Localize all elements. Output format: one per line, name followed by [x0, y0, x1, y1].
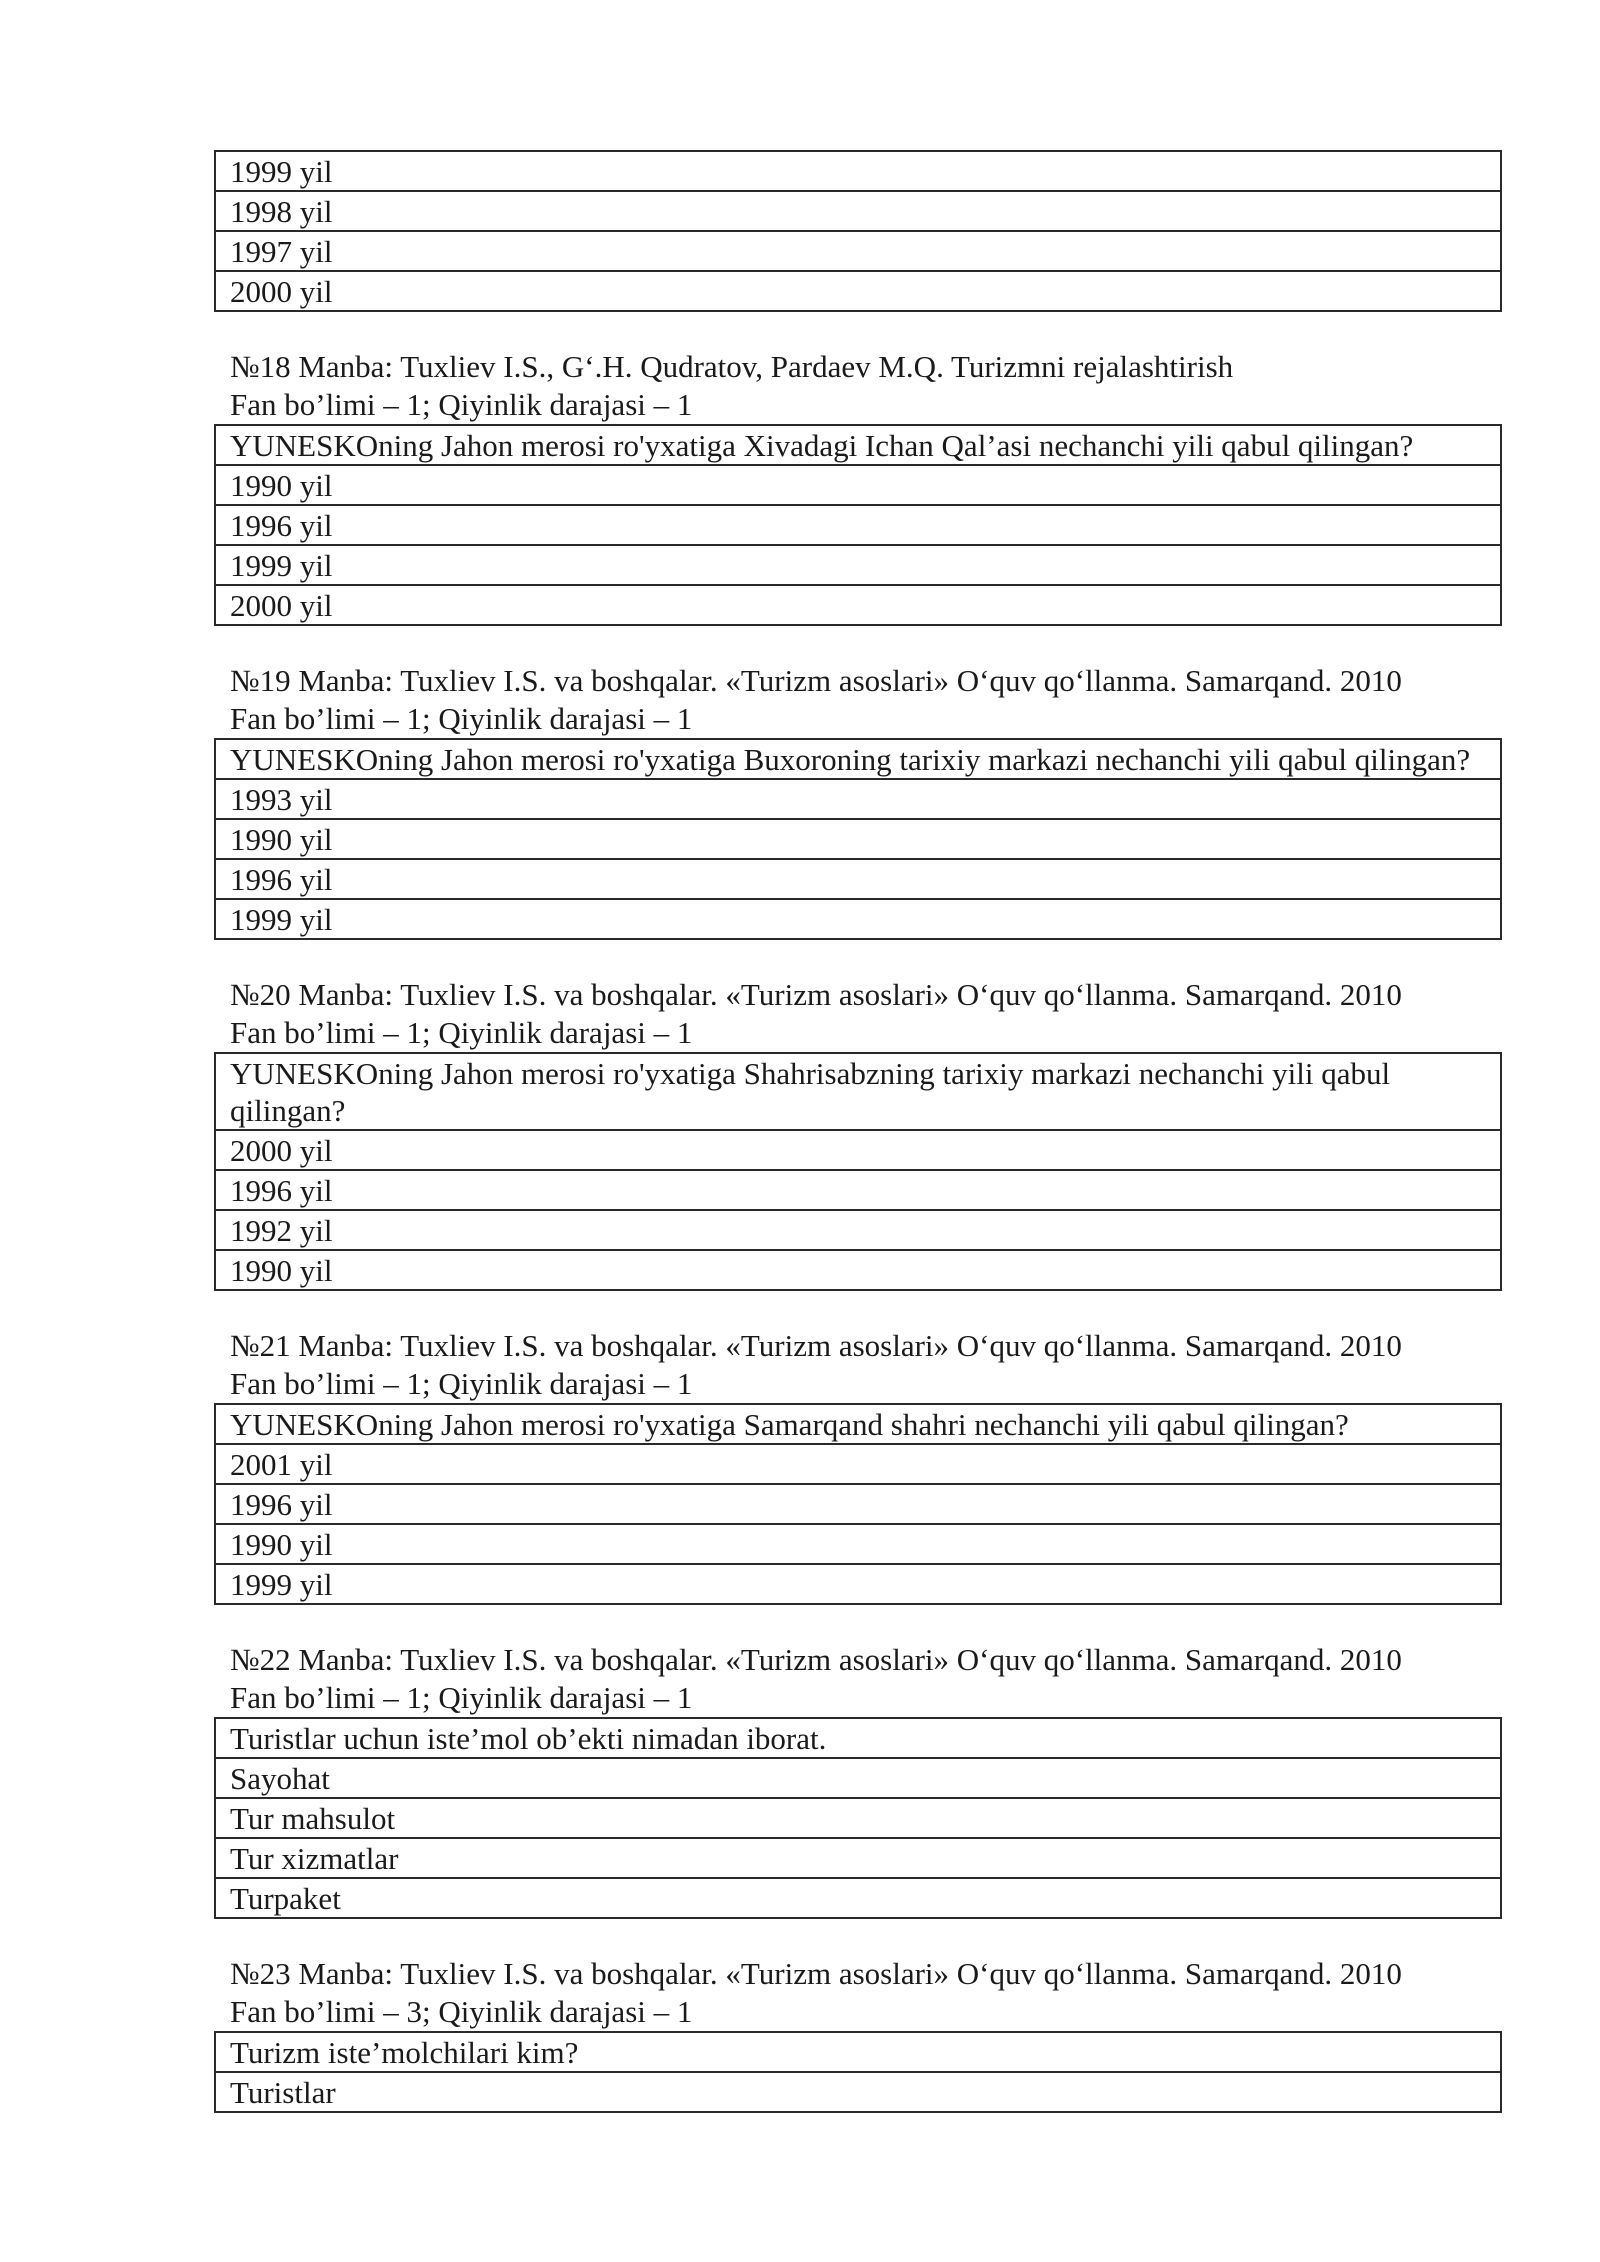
- question-text: YUNESKOning Jahon merosi ro'yxatiga Xivadagi Ichan Qal’asi nechanchi yili qabul qilingan?: [215, 425, 1501, 465]
- question-text: YUNESKOning Jahon merosi ro'yxatiga Buxoroning tarixiy markazi nechanchi yili qabul qilingan?: [215, 739, 1501, 779]
- question-row: [215, 425, 1501, 465]
- question-text: Turistlar uchun iste’mol ob’ekti nimadan iborat.: [215, 1718, 1501, 1758]
- option-cell: 2000 yil: [215, 1130, 1501, 1170]
- option-row: [215, 1838, 1501, 1878]
- option-cell: 1998 yil: [215, 191, 1501, 231]
- option-row: [215, 899, 1501, 939]
- option-row: [215, 151, 1501, 191]
- question-table: [214, 1052, 1502, 1291]
- option-cell: 1999 yil: [215, 1564, 1501, 1604]
- question-header: [214, 1327, 1502, 1403]
- option-row: [215, 1484, 1501, 1524]
- answer-table-continued: [214, 150, 1502, 312]
- question-meta: Fan bo’limi – 1; Qiyinlik darajasi – 1: [230, 1680, 693, 1715]
- question-block-21: [214, 1327, 1502, 1605]
- option-cell: 1999 yil: [215, 151, 1501, 191]
- option-cell: 1996 yil: [215, 1484, 1501, 1524]
- option-row: [215, 1878, 1501, 1918]
- options-table: [214, 150, 1502, 312]
- document-page: [214, 150, 1502, 2113]
- question-table: [214, 2031, 1502, 2113]
- question-row: [215, 1718, 1501, 1758]
- option-cell: 1996 yil: [215, 1170, 1501, 1210]
- question-source: №19 Manba: Tuxliev I.S. va boshqalar. «Turizm asoslari» O‘quv qo‘llanma. Samarqand. 2010: [230, 663, 1402, 698]
- question-source: №23 Manba: Tuxliev I.S. va boshqalar. «Turizm asoslari» O‘quv qo‘llanma. Samarqand. 2010: [230, 1956, 1402, 1991]
- option-cell: 1992 yil: [215, 1210, 1501, 1250]
- option-cell: 1990 yil: [215, 465, 1501, 505]
- question-meta: Fan bo’limi – 1; Qiyinlik darajasi – 1: [230, 701, 693, 736]
- question-block-18: [214, 348, 1502, 626]
- option-row: [215, 1564, 1501, 1604]
- option-cell: Turpaket: [215, 1878, 1501, 1918]
- question-header: [214, 976, 1502, 1052]
- option-cell: Turistlar: [215, 2072, 1501, 2112]
- question-block-19: [214, 662, 1502, 940]
- option-row: [215, 465, 1501, 505]
- question-table: [214, 738, 1502, 940]
- option-cell: 1990 yil: [215, 1250, 1501, 1290]
- option-row: [215, 231, 1501, 271]
- option-cell: 1996 yil: [215, 859, 1501, 899]
- option-row: [215, 1758, 1501, 1798]
- question-table: [214, 1403, 1502, 1605]
- option-row: [215, 779, 1501, 819]
- question-header: [214, 1955, 1502, 2031]
- question-table: [214, 1717, 1502, 1919]
- question-source: №21 Manba: Tuxliev I.S. va boshqalar. «Turizm asoslari» O‘quv qo‘llanma. Samarqand. 2010: [230, 1328, 1402, 1363]
- option-row: [215, 859, 1501, 899]
- option-cell: 1996 yil: [215, 505, 1501, 545]
- option-row: [215, 1170, 1501, 1210]
- question-header: [214, 1641, 1502, 1717]
- option-row: [215, 2072, 1501, 2112]
- option-cell: 1997 yil: [215, 231, 1501, 271]
- option-cell: 2000 yil: [215, 585, 1501, 625]
- option-row: [215, 505, 1501, 545]
- question-source: №20 Manba: Tuxliev I.S. va boshqalar. «Turizm asoslari» O‘quv qo‘llanma. Samarqand. 2010: [230, 977, 1402, 1012]
- question-header: [214, 348, 1502, 424]
- option-row: [215, 1798, 1501, 1838]
- question-meta: Fan bo’limi – 3; Qiyinlik darajasi – 1: [230, 1994, 693, 2029]
- question-source: №18 Manba: Tuxliev I.S., G‘.H. Qudratov, Pardaev M.Q. Turizmni rejalashtirish: [230, 349, 1234, 384]
- option-row: [215, 1130, 1501, 1170]
- question-block-23: [214, 1955, 1502, 2113]
- option-cell: 1993 yil: [215, 779, 1501, 819]
- question-meta: Fan bo’limi – 1; Qiyinlik darajasi – 1: [230, 387, 693, 422]
- option-row: [215, 1524, 1501, 1564]
- option-cell: 2000 yil: [215, 271, 1501, 311]
- option-cell: 1999 yil: [215, 545, 1501, 585]
- option-row: [215, 271, 1501, 311]
- option-row: [215, 1210, 1501, 1250]
- option-cell: Tur mahsulot: [215, 1798, 1501, 1838]
- question-header: [214, 662, 1502, 738]
- option-row: [215, 191, 1501, 231]
- option-cell: 2001 yil: [215, 1444, 1501, 1484]
- question-row: [215, 739, 1501, 779]
- question-source: №22 Manba: Tuxliev I.S. va boshqalar. «Turizm asoslari» O‘quv qo‘llanma. Samarqand. 2010: [230, 1642, 1402, 1677]
- option-cell: 1999 yil: [215, 899, 1501, 939]
- question-row: [215, 2032, 1501, 2072]
- option-cell: Sayohat: [215, 1758, 1501, 1798]
- question-table: [214, 424, 1502, 626]
- question-text: YUNESKOning Jahon merosi ro'yxatiga Shahrisabzning tarixiy markazi nechanchi yili qabul qilingan?: [215, 1053, 1501, 1130]
- option-row: [215, 819, 1501, 859]
- option-row: [215, 585, 1501, 625]
- question-text: Turizm iste’molchilari kim?: [215, 2032, 1501, 2072]
- option-row: [215, 1444, 1501, 1484]
- question-block-22: [214, 1641, 1502, 1919]
- question-row: [215, 1404, 1501, 1444]
- option-cell: Tur xizmatlar: [215, 1838, 1501, 1878]
- question-meta: Fan bo’limi – 1; Qiyinlik darajasi – 1: [230, 1015, 693, 1050]
- option-row: [215, 545, 1501, 585]
- option-cell: 1990 yil: [215, 1524, 1501, 1564]
- option-row: [215, 1250, 1501, 1290]
- question-row: [215, 1053, 1501, 1130]
- question-text: YUNESKOning Jahon merosi ro'yxatiga Samarqand shahri nechanchi yili qabul qilingan?: [215, 1404, 1501, 1444]
- question-meta: Fan bo’limi – 1; Qiyinlik darajasi – 1: [230, 1366, 693, 1401]
- question-block-20: [214, 976, 1502, 1291]
- option-cell: 1990 yil: [215, 819, 1501, 859]
